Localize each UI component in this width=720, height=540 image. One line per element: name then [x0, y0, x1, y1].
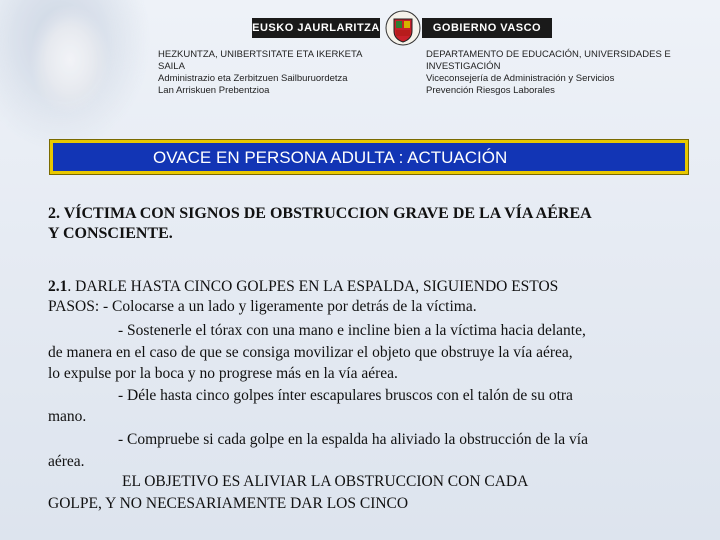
department-spanish: [426, 49, 706, 97]
step-line: - Compruebe si cada golpe en la espalda ha aliviado la obstrucción de la vía: [118, 431, 588, 448]
step-number: 2.1: [48, 278, 68, 295]
objective-line: GOLPE, Y NO NECESARIAMENTE DAR LOS CINCO: [48, 495, 409, 512]
dept-right-line: INVESTIGACIÓN: [426, 61, 501, 72]
step-line: [48, 277, 558, 297]
dept-left-line: HEZKUNTZA, UNIBERTSITATE ETA IKERKETA: [158, 49, 363, 60]
section-heading-line: 2. VÍCTIMA CON SIGNOS DE OBSTRUCCION GRAVE DE LA VÍA AÉREA: [48, 205, 592, 222]
dept-right-line: Viceconsejería de Administración y Servicios: [426, 73, 615, 84]
dept-left-line: SAILA: [158, 61, 185, 72]
coat-of-arms-icon: [385, 10, 421, 46]
step-line: lo expulse por la boca y no progrese más en la vía aérea.: [48, 365, 398, 382]
section-heading-line: Y CONSCIENTE.: [48, 225, 173, 242]
dept-right-line: Prevención Riesgos Laborales: [426, 85, 555, 96]
slide-title-box: [50, 140, 688, 174]
slide-title: OVACE EN PERSONA ADULTA : ACTUACIÓN: [153, 148, 508, 167]
surgeon-photo: [0, 0, 150, 150]
dept-right-line: DEPARTAMENTO DE EDUCACIÓN, UNIVERSIDADES E: [426, 49, 671, 60]
step-line: de manera en el caso de que se consiga movilizar el objeto que obstruye la vía aérea,: [48, 344, 573, 361]
step-line: - Déle hasta cinco golpes ínter escapulares bruscos con el talón de su otra: [118, 387, 573, 404]
step-line: aérea.: [48, 453, 85, 470]
objective-line: EL OBJETIVO ES ALIVIAR LA OBSTRUCCION CON CADA: [122, 473, 529, 490]
step-line: mano.: [48, 408, 87, 425]
step-text: . DARLE HASTA CINCO GOLPES EN LA ESPALDA, SIGUIENDO ESTOS: [67, 278, 559, 295]
step-line: - Sostenerle el tórax con una mano e incline bien a la víctima hacia delante,: [118, 322, 586, 339]
department-basque: [158, 49, 408, 97]
banner-left-label: EUSKO JAURLARITZA: [252, 18, 380, 38]
dept-left-line: Administrazio eta Zerbitzuen Sailburuordetza: [158, 73, 348, 84]
banner-right-label: GOBIERNO VASCO: [422, 18, 552, 38]
step-line: PASOS: - Colocarse a un lado y ligeramente por detrás de la víctima.: [48, 298, 477, 315]
section-heading: [48, 204, 708, 244]
dept-left-line: Lan Arriskuen Prebentzioa: [158, 85, 270, 96]
